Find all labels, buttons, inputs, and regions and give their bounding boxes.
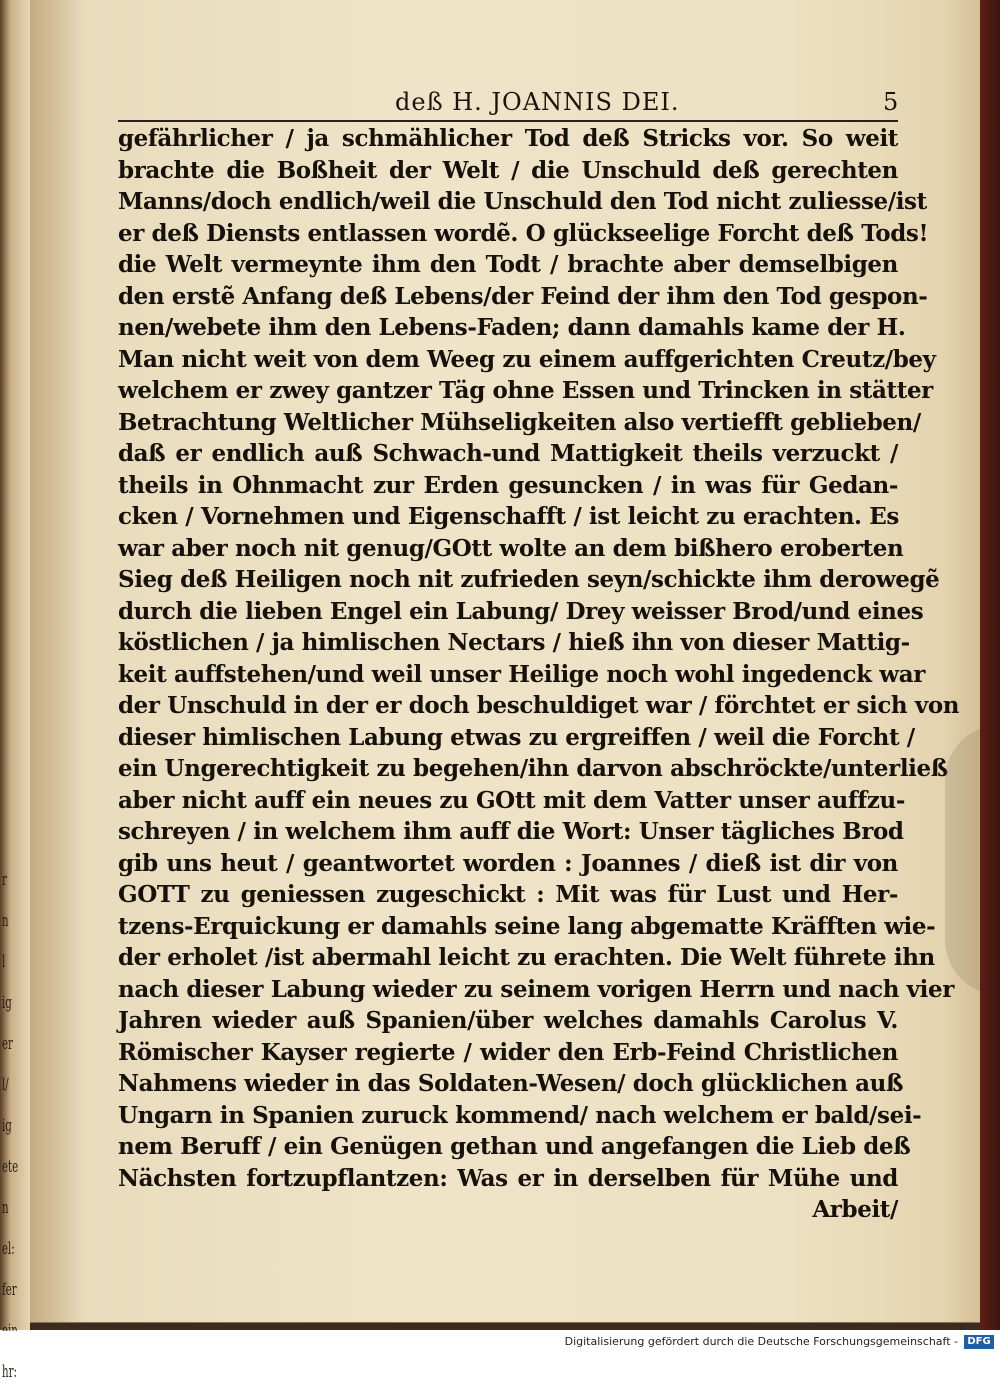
- text-line: köstlichen / ja himlischen Nectars / hieß ihn von dieser Mattig-: [118, 629, 910, 656]
- running-head: deß H. JOANNIS DEI.: [395, 88, 680, 116]
- text-line: theils in Ohnmacht zur Erden gesuncken / in was für Gedan-: [118, 471, 898, 499]
- text-line: tzens-Erquickung er damahls seine lang abgematte Kräfften wie-: [118, 912, 936, 940]
- text-line: welchem er zwey gantzer Täg ohne Essen und Trincken in stätter: [118, 377, 933, 404]
- text-line: er deß Diensts entlassen wordẽ. O glückseelige Forcht deß Tods!: [118, 219, 929, 247]
- text-line: Man nicht weit von dem Weeg zu einem auffgerichten Creutz/bey: [118, 345, 936, 373]
- text-line: den erstẽ Anfang deß Lebens/der Feind der ihm den Tod gespon-: [118, 282, 928, 310]
- text-line: Ungarn in Spanien zuruck kommend/ nach welchem er bald/sei-: [118, 1101, 922, 1129]
- left-page-margin-text: r n l ig er l/ ig ete n el: fer hr:: [2, 870, 19, 1382]
- text-line: der erholet /ist abermahl leicht zu erachten. Die Welt führete ihn: [118, 944, 935, 971]
- text-line: der Unschuld in der er doch beschuldiget war / förchtet er sich von: [118, 692, 960, 719]
- dfg-logo: DFG: [964, 1335, 994, 1349]
- header-rule: [118, 120, 898, 122]
- text-line: cken / Vornehmen und Eigenschafft / ist leicht zu erachten. Es: [118, 503, 899, 530]
- text-line: gib uns heut / geantwortet worden : Joannes / dieß ist dir von: [118, 849, 898, 877]
- text-line: nen/webete ihm den Lebens-Faden; dann damahls kame der H.: [118, 314, 906, 341]
- text-line: schreyen / in welchem ihm auff die Wort: Unser tägliches Brod: [118, 818, 904, 845]
- text-line: Römischer Kayser regierte / wider den Erb-Feind Christlichen: [118, 1038, 898, 1066]
- text-line: die Welt vermeynte ihm den Todt / brachte aber demselbigen: [118, 251, 898, 278]
- text-line: nem Beruff / ein Genügen gethan und angefangen die Lieb deß: [118, 1133, 911, 1160]
- text-line: Betrachtung Weltlicher Mühseligkeiten also vertiefft geblieben/: [118, 408, 921, 436]
- text-line: ein Ungerechtigkeit zu begehen/ihn darvon abschröckte/unterließ: [118, 755, 948, 782]
- text-line: Manns/doch endlich/weil die Unschuld den Tod nicht zuliesse/ist: [118, 188, 927, 215]
- footer-credit: Digitalisierung gefördert durch die Deutsche Forschungsgemeinschaft -: [564, 1335, 958, 1348]
- book-cover-edge: [980, 0, 1000, 1330]
- text-line: Jahren wieder auß Spanien/über welches damahls Carolus V.: [118, 1007, 898, 1034]
- text-line: Nahmens wieder in das Soldaten-Wesen/ doch glücklichen auß: [118, 1070, 904, 1097]
- page: [30, 0, 980, 1323]
- text-line: aber nicht auff ein neues zu GOtt mit dem Vatter unser auffzu-: [118, 786, 905, 814]
- catchword: Arbeit/: [812, 1196, 898, 1223]
- text-line: Sieg deß Heiligen noch nit zufrieden seyn/schickte ihm derowegẽ: [118, 566, 940, 593]
- text-line: Nächsten fortzupflantzen: Was er in derselben für Mühe und: [118, 1164, 898, 1192]
- body-text: [118, 123, 960, 1226]
- footer: [0, 1331, 1000, 1353]
- left-page-edge: [0, 0, 30, 1382]
- text-line: gefährlicher / ja schmählicher Tod deß Stricks vor. So weit: [118, 125, 898, 152]
- text-line: dieser himlischen Labung etwas zu ergreiffen / weil die Forcht /: [118, 723, 915, 751]
- text-line: durch die lieben Engel ein Labung/ Drey weisser Brod/und eines: [118, 597, 924, 625]
- text-line: brachte die Boßheit der Welt / die Unschuld deß gerechten: [118, 156, 898, 184]
- text-line: keit auffstehen/und weil unser Heilige noch wohl ingedenck war: [118, 660, 925, 688]
- text-line: nach dieser Labung wieder zu seinem vorigen Herrn und nach vier: [118, 975, 954, 1003]
- page-number: 5: [883, 88, 899, 116]
- text-line: war aber noch nit genug/GOtt wolte an dem bißhero eroberten: [118, 534, 904, 562]
- text-line: daß er endlich auß Schwach-und Mattigkeit theils verzuckt /: [118, 440, 898, 467]
- text-line: GOTT zu geniessen zugeschickt : Mit was für Lust und Her-: [118, 881, 898, 908]
